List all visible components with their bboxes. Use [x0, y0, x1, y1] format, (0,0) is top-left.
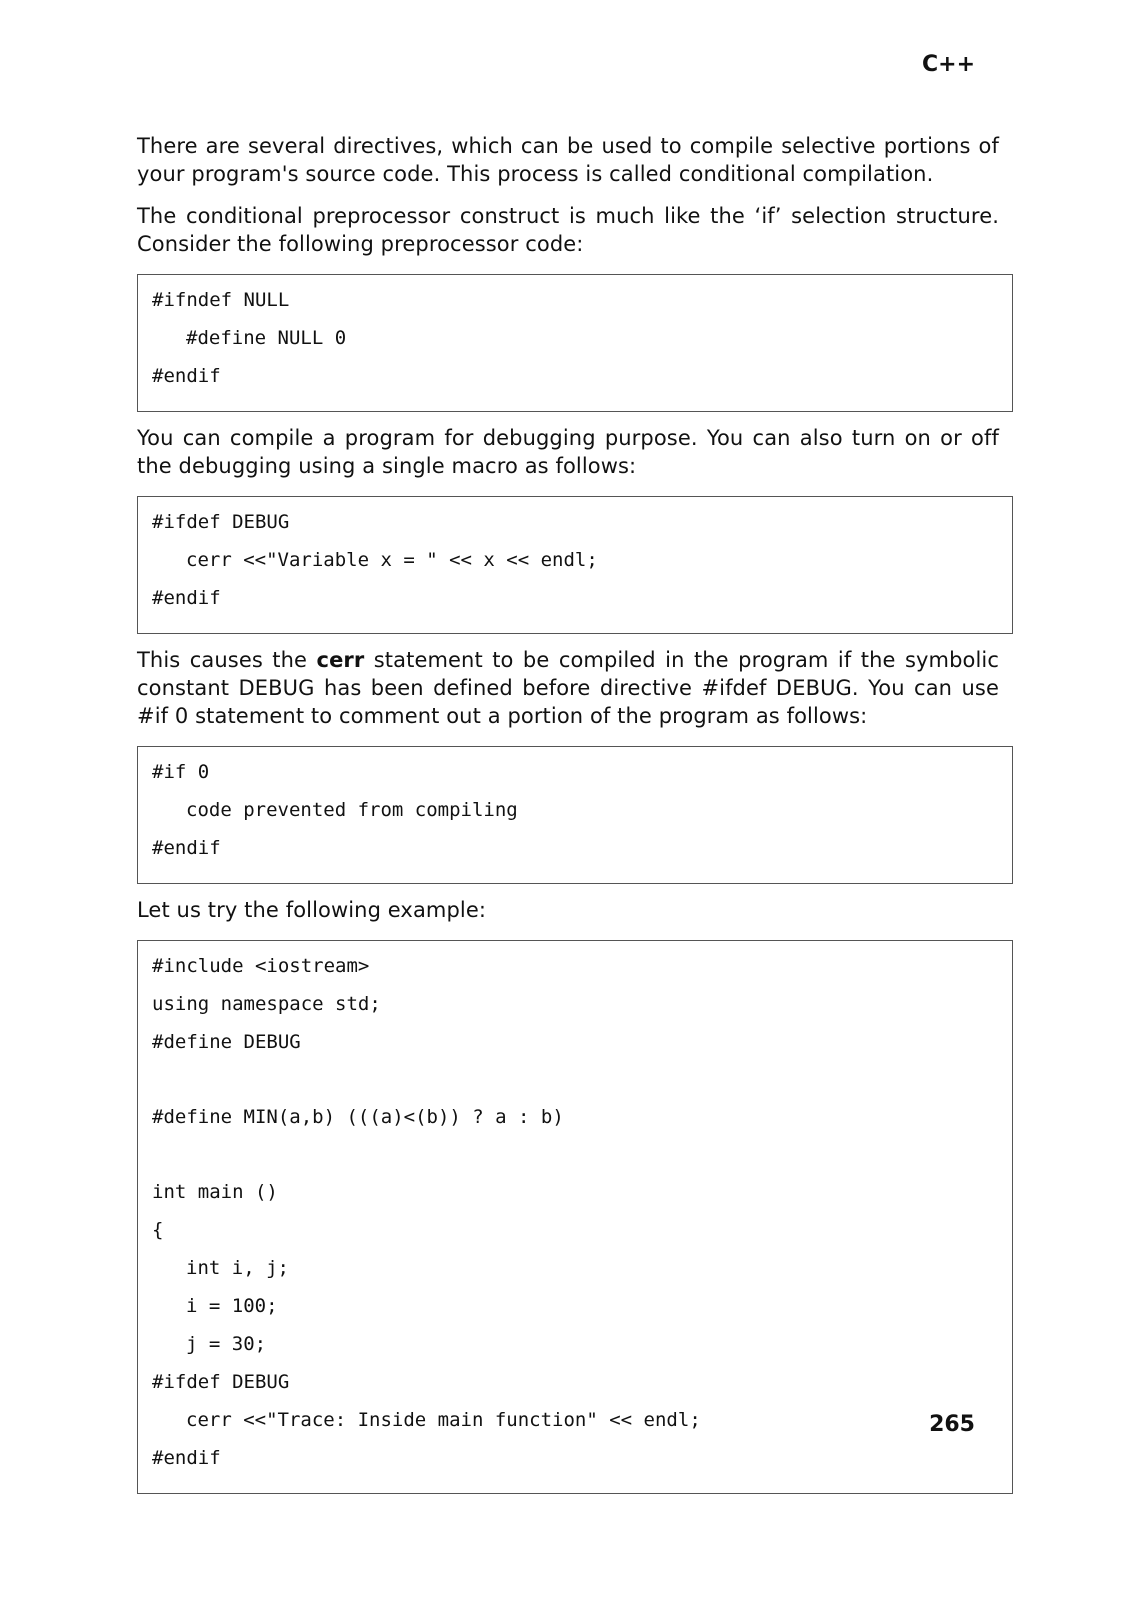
- code-line: cerr <<"Variable x = " << x << endl;: [186, 549, 598, 571]
- code-line: cerr <<"Trace: Inside main function" << endl;: [186, 1409, 701, 1431]
- code-block-ifndef-null: [137, 274, 1013, 412]
- paragraph-debugging: You can compile a program for debugging purpose. You can also turn on or off the debugging using a single macro as follows:: [137, 426, 999, 478]
- page-content: [137, 132, 999, 1494]
- code-line: #endif: [152, 587, 221, 609]
- code-line: int i, j;: [186, 1257, 289, 1279]
- paragraph-cerr-statement: [137, 646, 999, 730]
- code-block-example: [137, 940, 1013, 1494]
- code-line: #ifndef NULL: [152, 289, 290, 311]
- code-line: i = 100;: [186, 1295, 278, 1317]
- code-line: #if 0: [152, 761, 210, 783]
- code-line: code prevented from compiling: [186, 799, 518, 821]
- code-line: #include <iostream>: [152, 955, 370, 977]
- code-line: #ifdef DEBUG: [152, 1371, 290, 1393]
- code-block-ifdef-debug: [137, 496, 1013, 634]
- code-line: j = 30;: [186, 1333, 267, 1355]
- code-line: #define DEBUG: [152, 1031, 301, 1053]
- text-run: statement to be compiled in the program if the symbolic constant DEBUG has been defined before directive #ifdef DEBUG. You can use #if 0 statement to comment out a portion of the program as follows:: [137, 648, 999, 728]
- paragraph-conditional-compilation: There are several directives, which can be used to compile selective portions of your program's source code. This process is called conditional compilation.: [137, 134, 999, 186]
- cerr-keyword: cerr: [316, 648, 365, 672]
- code-line: #endif: [152, 1447, 221, 1469]
- running-header: C++: [921, 52, 975, 77]
- code-line: {: [152, 1219, 164, 1241]
- page-number: 265: [929, 1412, 975, 1437]
- code-line-blank: [152, 1067, 998, 1104]
- code-line: using namespace std;: [152, 993, 381, 1015]
- code-line: #endif: [152, 365, 221, 387]
- text-run: This causes the: [137, 648, 317, 672]
- code-block-if-zero: [137, 746, 1013, 884]
- code-line: #ifdef DEBUG: [152, 511, 290, 533]
- code-line-blank: [152, 1142, 998, 1179]
- code-line: #endif: [152, 837, 221, 859]
- code-line: #define NULL 0: [186, 327, 347, 349]
- code-line: #define MIN(a,b) (((a)<(b)) ? a : b): [152, 1106, 564, 1128]
- code-line: int main (): [152, 1181, 278, 1203]
- paragraph-preprocessor-construct: The conditional preprocessor construct is much like the ‘if’ selection structure. Consider the following preprocessor code:: [137, 204, 999, 256]
- paragraph-example-intro: Let us try the following example:: [137, 898, 487, 922]
